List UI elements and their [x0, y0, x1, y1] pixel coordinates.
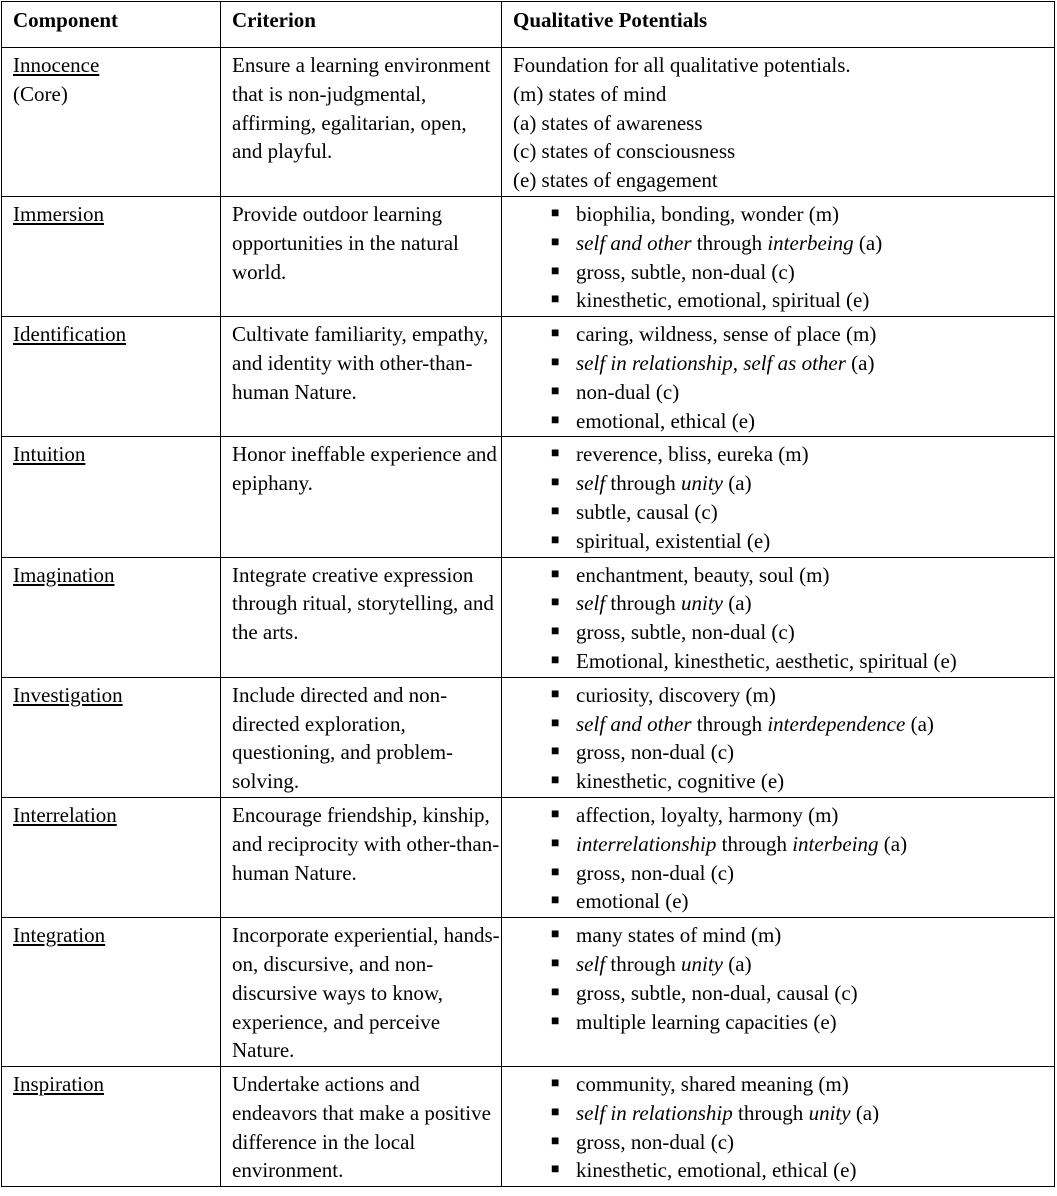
square-bullet-icon: ■ [551, 744, 560, 760]
potential-text: affection, loyalty, harmony (m) [576, 802, 839, 827]
component-name: Intuition [13, 442, 86, 467]
criterion-cell: Encourage friendship, kinship, and reciprocity with other-than-human Nature. [221, 797, 502, 917]
potential-term-italic: interbeing [792, 831, 879, 856]
list-item [513, 1008, 1054, 1037]
list-item [513, 320, 1054, 349]
square-bullet-icon: ■ [551, 326, 560, 342]
potential-text: gross, non-dual (c) [576, 1129, 735, 1154]
component-cell [2, 48, 221, 197]
square-bullet-icon: ■ [551, 927, 560, 943]
criterion-cell: Incorporate experiential, hands-on, discursive, and non-discursive ways to know, experience, and perceive Nature. [221, 918, 502, 1067]
list-item [513, 647, 1054, 676]
potentials-list [513, 921, 1054, 1036]
square-bullet-icon: ■ [551, 835, 560, 851]
potential-text: (a) [853, 230, 883, 255]
list-item [513, 859, 1054, 888]
square-bullet-icon: ■ [551, 773, 560, 789]
square-bullet-icon: ■ [551, 893, 560, 909]
list-item [513, 229, 1054, 258]
table-row [2, 797, 1055, 917]
potentials-list [513, 320, 1054, 435]
list-item [513, 286, 1054, 315]
list-item [513, 258, 1054, 287]
list-item [513, 830, 1054, 859]
potential-term-italic: unity [808, 1100, 851, 1125]
list-item [513, 801, 1054, 830]
list-item [513, 950, 1054, 979]
potential-text: (a) [905, 711, 934, 736]
square-bullet-icon: ■ [551, 864, 560, 880]
square-bullet-icon: ■ [551, 984, 560, 1000]
potential-text: through [691, 711, 768, 736]
list-item [513, 498, 1054, 527]
square-bullet-icon: ■ [551, 1133, 560, 1149]
criterion-cell: Honor ineffable experience and epiphany. [221, 437, 502, 557]
square-bullet-icon: ■ [551, 652, 560, 668]
header-row [2, 2, 1055, 48]
square-bullet-icon: ■ [551, 715, 560, 731]
list-item [513, 589, 1054, 618]
potentials-list [513, 1070, 1054, 1185]
list-item [513, 887, 1054, 916]
potential-text: kinesthetic, cognitive (e) [576, 769, 785, 794]
component-name: Inspiration [13, 1072, 104, 1097]
square-bullet-icon: ■ [551, 446, 560, 462]
potential-text: kinesthetic, emotional, ethical (e) [576, 1158, 857, 1183]
table-row [2, 677, 1055, 797]
list-item [513, 469, 1054, 498]
criterion-cell: Cultivate familiarity, empathy, and identity with other-than-human Nature. [221, 317, 502, 437]
potential-text: kinesthetic, emotional, spiritual (e) [576, 288, 870, 313]
list-item [513, 200, 1054, 229]
potential-text: through [716, 831, 793, 856]
potential-term-italic: self and other [576, 711, 692, 736]
list-item [513, 1156, 1054, 1185]
potentials-cell [502, 557, 1055, 677]
potentials-cell [502, 196, 1055, 316]
component-cell [2, 797, 221, 917]
potential-line: Foundation for all qualitative potentials. [513, 53, 851, 77]
potentials-list [513, 561, 1054, 676]
potential-line: (e) states of engagement [513, 168, 718, 193]
table-row [2, 196, 1055, 316]
potential-term-italic: unity [681, 471, 723, 496]
square-bullet-icon: ■ [551, 292, 560, 308]
potential-text: (a) [723, 951, 752, 976]
component-name: Identification [13, 322, 127, 347]
potentials-list [513, 801, 1054, 916]
list-item [513, 527, 1054, 556]
potential-text: caring, wildness, sense of place (m) [576, 322, 877, 347]
potential-text: multiple learning capacities (e) [576, 1009, 837, 1034]
potentials-cell [502, 797, 1055, 917]
square-bullet-icon: ■ [551, 475, 560, 491]
potential-text: enchantment, beauty, soul (m) [576, 562, 830, 587]
table-row [2, 1067, 1055, 1187]
table-row [2, 918, 1055, 1067]
potentials-cell [502, 677, 1055, 797]
potential-text: , [732, 350, 744, 375]
criterion-cell: Include directed and non-directed exploration, questioning, and problem-solving. [221, 677, 502, 797]
component-cell [2, 557, 221, 677]
potential-text: through [605, 471, 681, 496]
criterion-cell: Provide outdoor learning opportunities in the natural world. [221, 196, 502, 316]
list-item [513, 378, 1054, 407]
square-bullet-icon: ■ [551, 566, 560, 582]
potential-text: non-dual (c) [576, 379, 680, 404]
square-bullet-icon: ■ [551, 1162, 560, 1178]
list-item [513, 1099, 1054, 1128]
list-item [513, 407, 1054, 436]
criterion-cell: Ensure a learning environment that is non-judgmental, affirming, egalitarian, open, and playful. [221, 48, 502, 197]
table-row [2, 557, 1055, 677]
square-bullet-icon: ■ [551, 503, 560, 519]
potential-term-italic: self [576, 591, 606, 616]
potential-term-italic: self in relationship [576, 1100, 733, 1125]
component-name: Integration [13, 923, 106, 948]
potentials-cell [502, 1067, 1055, 1187]
potential-text: gross, subtle, non-dual (c) [576, 259, 795, 284]
potential-term-italic: unity [681, 951, 723, 976]
potentials-cell [502, 48, 1055, 197]
potential-text: subtle, causal (c) [576, 499, 718, 524]
table-row [2, 48, 1055, 197]
list-item [513, 1128, 1054, 1157]
square-bullet-icon: ■ [551, 595, 560, 611]
potential-text: curiosity, discovery (m) [576, 682, 776, 707]
table-row [2, 437, 1055, 557]
component-name: Imagination [13, 562, 115, 587]
potential-line: (a) states of awareness [513, 110, 703, 135]
list-item [513, 349, 1054, 378]
potential-term-italic: self [576, 951, 606, 976]
potential-term-italic: self in relationship [576, 350, 733, 375]
square-bullet-icon: ■ [551, 234, 560, 250]
component-cell [2, 437, 221, 557]
potential-text: spiritual, existential (e) [576, 528, 771, 553]
header-component: Component [2, 2, 221, 48]
square-bullet-icon: ■ [551, 624, 560, 640]
potential-text: gross, subtle, non-dual (c) [576, 620, 795, 645]
components-table [1, 1, 1055, 1187]
square-bullet-icon: ■ [551, 354, 560, 370]
square-bullet-icon: ■ [551, 806, 560, 822]
square-bullet-icon: ■ [551, 686, 560, 702]
potential-term-italic: self [576, 471, 606, 496]
potential-text: through [732, 1100, 809, 1125]
potential-text: emotional (e) [576, 889, 689, 914]
potentials-cell [502, 437, 1055, 557]
criterion-cell: Integrate creative expression through ritual, storytelling, and the arts. [221, 557, 502, 677]
list-item [513, 710, 1054, 739]
square-bullet-icon: ■ [551, 1104, 560, 1120]
potentials-cell [502, 317, 1055, 437]
component-subtitle: (Core) [13, 81, 68, 106]
component-cell [2, 196, 221, 316]
square-bullet-icon: ■ [551, 955, 560, 971]
list-item [513, 767, 1054, 796]
component-name: Interrelation [13, 802, 117, 827]
square-bullet-icon: ■ [551, 205, 560, 221]
potential-text: through [605, 951, 681, 976]
potentials-list [513, 200, 1054, 315]
potentials-cell [502, 918, 1055, 1067]
square-bullet-icon: ■ [551, 532, 560, 548]
potential-term-italic: interbeing [767, 230, 854, 255]
potential-text: (a) [723, 591, 752, 616]
square-bullet-icon: ■ [551, 1076, 560, 1092]
header-criterion: Criterion [221, 2, 502, 48]
list-item [513, 681, 1054, 710]
potential-text: many states of mind (m) [576, 923, 782, 948]
potential-text: emotional, ethical (e) [576, 408, 756, 433]
potential-text: gross, non-dual (c) [576, 860, 735, 885]
header-potentials: Qualitative Potentials [502, 2, 1055, 48]
square-bullet-icon: ■ [551, 383, 560, 399]
component-cell [2, 918, 221, 1067]
list-item [513, 440, 1054, 469]
potential-term-italic: interrelationship [576, 831, 717, 856]
list-item [513, 1070, 1054, 1099]
component-cell [2, 317, 221, 437]
potential-text: biophilia, bonding, wonder (m) [576, 201, 840, 226]
potential-text: gross, subtle, non-dual, causal (c) [576, 980, 858, 1005]
list-item [513, 561, 1054, 590]
potential-text: through [605, 591, 681, 616]
potential-text: gross, non-dual (c) [576, 740, 735, 765]
component-cell [2, 1067, 221, 1187]
potential-line: (c) states of consciousness [513, 139, 736, 164]
potential-text: (a) [878, 831, 908, 856]
potential-text: (a) [723, 471, 752, 496]
component-cell [2, 677, 221, 797]
potential-text: through [691, 230, 768, 255]
table-row [2, 317, 1055, 437]
potential-text: reverence, bliss, eureka (m) [576, 442, 809, 467]
component-name: Innocence [13, 53, 100, 77]
table-body [2, 48, 1055, 1187]
potential-term-italic: self as other [743, 350, 846, 375]
square-bullet-icon: ■ [551, 263, 560, 279]
potential-term-italic: interdependence [767, 711, 906, 736]
potential-text: (a) [850, 1100, 880, 1125]
component-name: Immersion [13, 201, 104, 226]
potential-term-italic: unity [681, 591, 723, 616]
list-item [513, 738, 1054, 767]
square-bullet-icon: ■ [551, 412, 560, 428]
list-item [513, 979, 1054, 1008]
potential-text: Emotional, kinesthetic, aesthetic, spiritual (e) [576, 648, 957, 673]
potential-line: (m) states of mind [513, 81, 667, 106]
list-item [513, 618, 1054, 647]
list-item [513, 921, 1054, 950]
potential-text: community, shared meaning (m) [576, 1072, 849, 1097]
square-bullet-icon: ■ [551, 1013, 560, 1029]
potential-term-italic: self and other [576, 230, 692, 255]
criterion-cell: Undertake actions and endeavors that make a positive difference in the local environment. [221, 1067, 502, 1187]
component-name: Investigation [13, 682, 123, 707]
potentials-list [513, 440, 1054, 555]
potentials-list [513, 681, 1054, 796]
potential-text: (a) [845, 350, 875, 375]
